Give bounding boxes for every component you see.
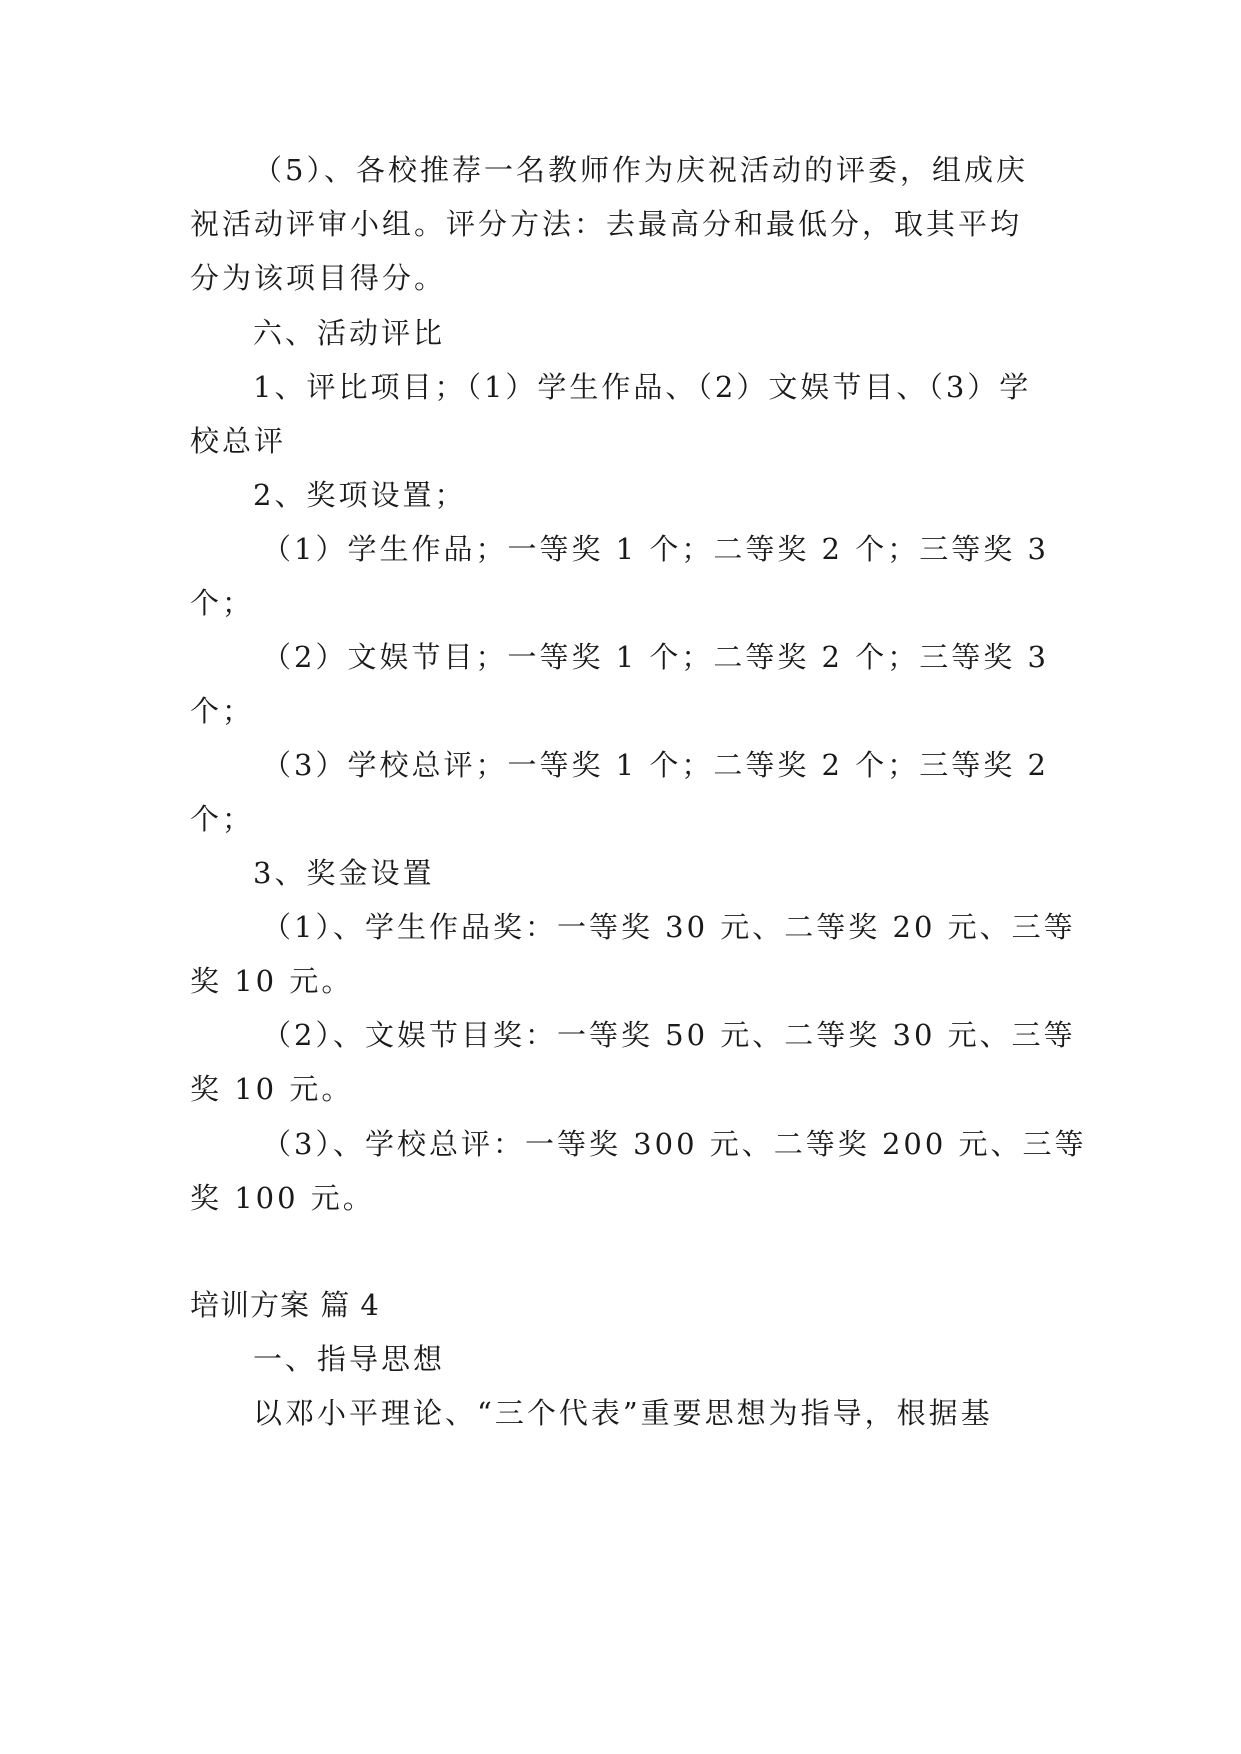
paragraph-line: 奖 100 元。	[190, 1181, 375, 1215]
paragraph-line: 校总评	[190, 424, 287, 458]
paragraph-line: （5）、各校推荐一名教师作为庆祝活动的评委，组成庆	[253, 153, 1028, 187]
paragraph-line: （1）学生作品；一等奖 1 个；二等奖 2 个；三等奖 3	[262, 532, 1049, 566]
paragraph-line: 个；	[190, 802, 255, 836]
paragraph-line: 个；	[190, 586, 255, 620]
paragraph-line: 以邓小平理论、“三个代表”重要思想为指导，根据基	[253, 1396, 993, 1430]
article-title: 培训方案 篇 4	[190, 1288, 380, 1322]
paragraph-line: （1）、学生作品奖：一等奖 30 元、二等奖 20 元、三等	[262, 910, 1076, 944]
paragraph-line: 1、评比项目；（1）学生作品、（2）文娱节目、（3）学	[253, 370, 1032, 404]
paragraph-line: 3、奖金设置	[253, 856, 435, 890]
paragraph-line: 奖 10 元。	[190, 964, 354, 998]
paragraph-line: （3）、学校总评：一等奖 300 元、二等奖 200 元、三等	[262, 1127, 1087, 1161]
paragraph-line: 分为该项目得分。	[190, 261, 447, 295]
paragraph-line: 奖 10 元。	[190, 1072, 354, 1106]
paragraph-line: 个；	[190, 694, 255, 728]
section-heading: 六、活动评比	[253, 316, 446, 350]
paragraph-line: （3）学校总评；一等奖 1 个；二等奖 2 个；三等奖 2	[262, 748, 1049, 782]
paragraph-line: 2、奖项设置；	[253, 478, 467, 512]
paragraph-line: （2）文娱节目；一等奖 1 个；二等奖 2 个；三等奖 3	[262, 640, 1049, 674]
paragraph-line: （2）、文娱节目奖：一等奖 50 元、二等奖 30 元、三等	[262, 1018, 1076, 1052]
paragraph-line: 祝活动评审小组。评分方法：去最高分和最低分，取其平均	[190, 207, 1023, 241]
section-heading: 一、指导思想	[253, 1342, 446, 1376]
